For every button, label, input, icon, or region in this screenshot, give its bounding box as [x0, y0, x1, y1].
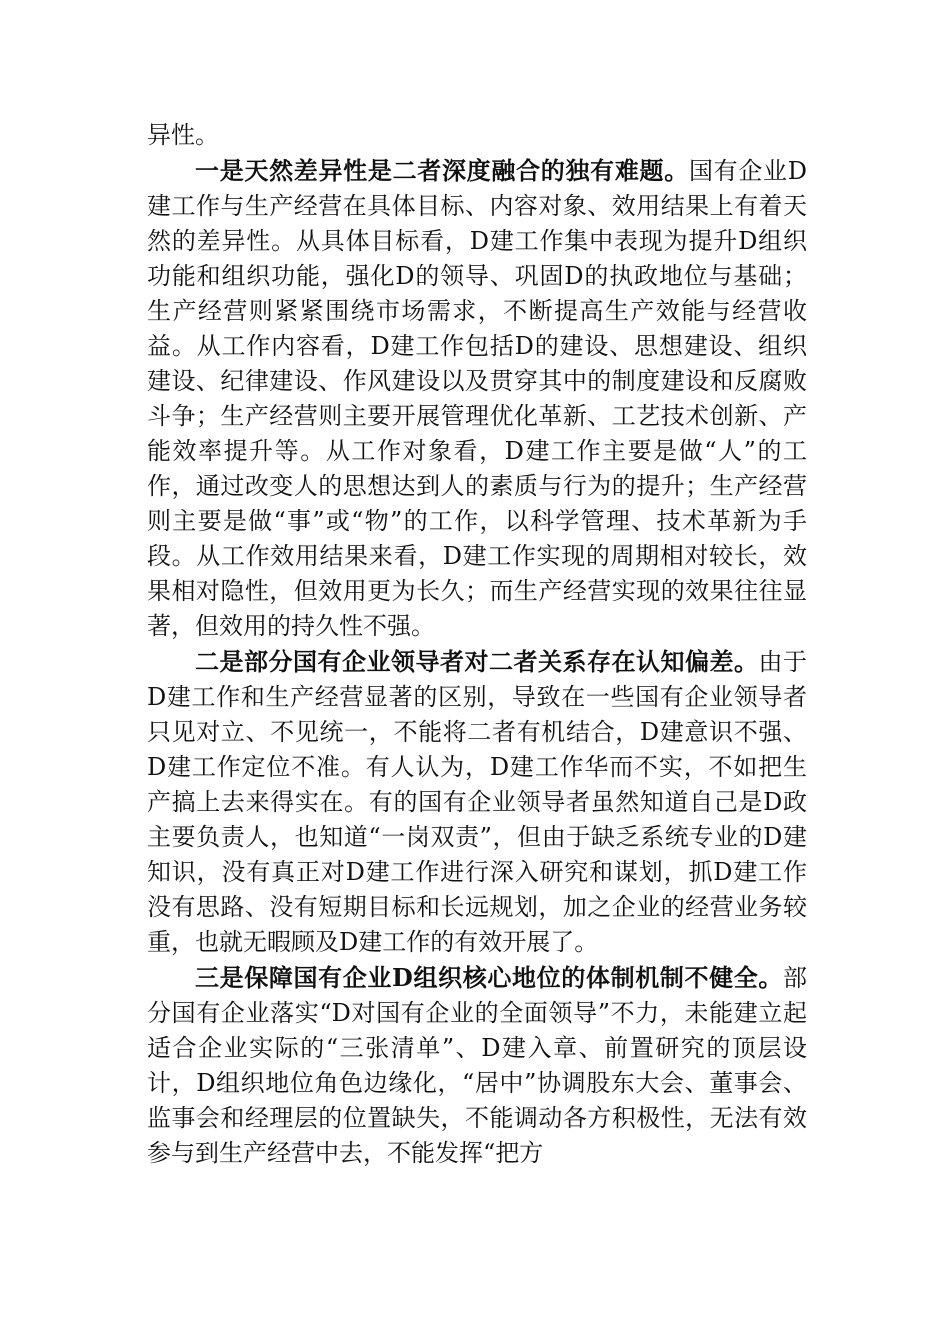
paragraph-heading: 一是天然差异性是二者深度融合的独有难题。: [195, 156, 689, 185]
paragraph-text: 部分国有企业落实“D对国有企业的全面领导”不力，未能建立起适合企业实际的“三张清单”、D建入章、前置研究的顶层设计，D组织地位角色边缘化，“居中”协调股东大会、董事会、监事会和经理层的位置缺失，不能调动各方积极性，无法有效参与到生产经营中去，不能发挥“把方: [147, 964, 807, 1167]
document-body: [147, 118, 807, 1171]
paragraph-text: 国有企业D建工作与生产经营在具体目标、内容对象、效用结果上有着天然的差异性。从具体目标看，D建工作集中表现为提升D组织功能和组织功能，强化D的领导、巩固D的执政地位与基础；生产经营则紧紧围绕市场需求，不断提高生产效能与经营收益。从工作内容看，D建工作包括D的建设、思想建设、组织建设、纪律建设、作风建设以及贯穿其中的制度建设和反腐败斗争；生产经营则主要开展管理优化革新、工艺技术创新、产能效率提升等。从工作对象看，D建工作主要是做“人”的工作，通过改变人的思想达到人的素质与行为的提升；生产经营则主要是做“事”或“物”的工作，以科学管理、技术革新为手段。从工作效用结果来看，D建工作实现的周期相对较长，效果相对隐性，但效用更为长久；而生产经营实现的效果往往显著，但效用的持久性不强。: [147, 157, 808, 640]
paragraph-heading: 三是保障国有企业D组织核心地位的体制机制不健全。: [195, 963, 783, 992]
paragraph-natural-difference: [147, 153, 807, 644]
paragraph-heading: 二是部分国有企业领导者对二者关系存在认知偏差。: [195, 647, 759, 676]
paragraph-continuation: [147, 118, 807, 153]
paragraph-cognitive-bias: [147, 644, 807, 960]
paragraph-text: 由于D建工作和生产经营显著的区别，导致在一些国有企业领导者只见对立、不见统一，不能将二者有机结合，D建意识不强、D建工作定位不准。有人认为，D建工作华而不实，不如把生产搞上去来得实在。有的国有企业领导者虽然知道自己是D政主要负责人，也知道“一岗双责”，但由于缺乏系统专业的D建知识，没有真正对D建工作进行深入研究和谋划，抓D建工作没有思路、没有短期目标和长远规划，加之企业的经营业务较重，也就无暇顾及D建工作的有效开展了。: [147, 648, 807, 956]
paragraph-text: 异性。: [147, 121, 219, 149]
paragraph-mechanism: [147, 960, 807, 1171]
